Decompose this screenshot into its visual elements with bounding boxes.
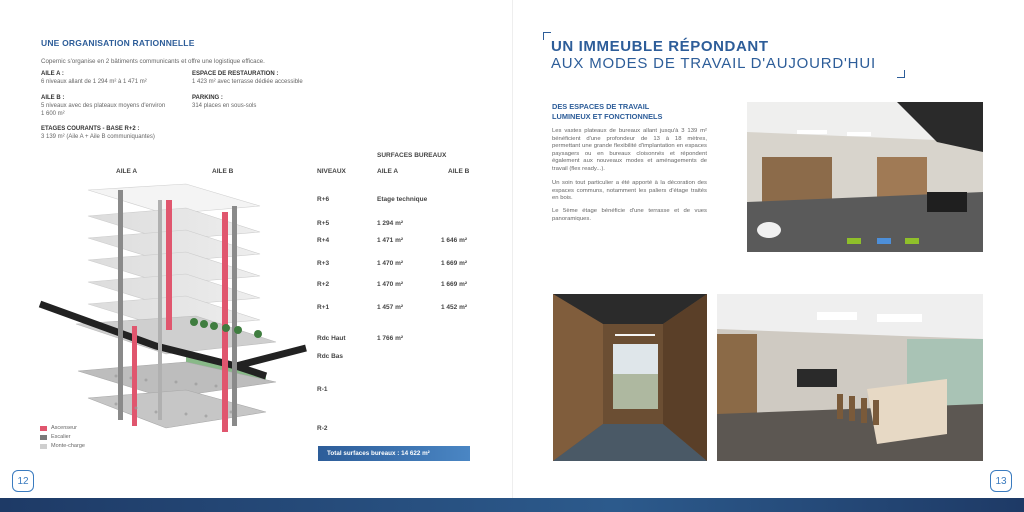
subtitle-line2: LUMINEUX ET FONCTIONNELS: [552, 112, 663, 121]
legend-label: Escalier: [51, 434, 71, 440]
row-aile-b: 1 646 m²: [441, 237, 468, 244]
row-aile-b: 1 452 m²: [441, 304, 468, 311]
row-niveau: R+3: [317, 260, 330, 267]
row-aile-a: 1 470 m²: [377, 260, 404, 267]
legend-item: [40, 434, 71, 440]
row-niveau: R-2: [317, 425, 328, 432]
restauration-info: [192, 70, 303, 86]
page-title-line2: AUX MODES DE TRAVAIL D'AUJOURD'HUI: [551, 55, 876, 72]
row-aile-b: 1 669 m²: [441, 281, 468, 288]
aile-a-label: AILE A :: [41, 71, 64, 77]
legend-item: [40, 425, 77, 431]
row-aile-a: Etage technique: [377, 196, 428, 203]
upper-floors: [76, 184, 276, 428]
elevator-core-b: [222, 212, 228, 432]
office-open-space-photo: [747, 102, 983, 252]
title-corner-bottom-right: [897, 70, 905, 78]
aile-a-info: [41, 70, 147, 86]
legend-item: [40, 443, 85, 449]
parking-text: 314 places en sous-sols: [192, 103, 257, 109]
row-aile-a: 1 294 m²: [377, 220, 404, 227]
etages-text: 3 139 m² (Aile A + Aile B communiquantes): [41, 134, 155, 140]
table-group-header: SURFACES BUREAUX: [377, 152, 447, 159]
restauration-label: ESPACE DE RESTAURATION :: [192, 71, 279, 77]
parking-info: [192, 94, 256, 110]
aile-b-text1: 5 niveaux avec des plateaux moyens d'environ: [41, 103, 166, 109]
subtitle-line1: DES ESPACES DE TRAVAIL: [552, 102, 650, 111]
intro-text: Copernic s'organise en 2 bâtiments communicants et offre une logistique efficace.: [41, 58, 265, 65]
building-axonometric-diagram: [36, 176, 316, 448]
elevator-core-a: [166, 200, 172, 330]
stair-core-a: [118, 190, 123, 420]
row-aile-b: 1 669 m²: [441, 260, 468, 267]
title-corner-top-left: [543, 32, 551, 40]
aile-b-info: [41, 94, 165, 118]
etages-info: [41, 125, 155, 141]
section-title: UNE ORGANISATION RATIONNELLE: [41, 38, 195, 48]
aile-b-text2: 1 600 m²: [41, 111, 65, 117]
row-niveau: R-1: [317, 386, 328, 393]
paragraph-flexibility: Les vastes plateaux de bureaux allant jusqu'à 3 139 m² bénéficient d'une profondeur de 13 à 18 mètres, permettant une grande flexibilité d'implantation en espaces paysagers ou en bureaux cloisonnés et répondent également aux nouveaux modes et aménagements de travail (flex ready...).: [552, 128, 707, 172]
paragraph-decoration: Un soin tout particulier a été apporté à la décoration des espaces communs, notamment les paliers d'étage traités en bois.: [552, 180, 707, 201]
paragraph-terrace: Le 5ème étage bénéficie d'une terrasse et de vues panoramiques.: [552, 208, 707, 222]
row-niveau: R+1: [317, 304, 330, 311]
aile-b-label: AILE B :: [41, 95, 65, 101]
row-niveau: R+2: [317, 281, 330, 288]
row-niveau: R+6: [317, 196, 330, 203]
col-niveaux: NIVEAUX: [317, 168, 346, 175]
total-surfaces-badge: Total surfaces bureaux : 14 622 m²: [318, 446, 470, 461]
row-aile-a: 1 471 m²: [377, 237, 404, 244]
restauration-text: 1 423 m² avec terrasse dédiée accessible: [192, 79, 303, 85]
row-niveau: Rdc Haut: [317, 335, 346, 342]
footer-bar: [0, 498, 1024, 512]
etages-label: ETAGES COURANTS - BASE R+2 :: [41, 126, 140, 132]
row-aile-a: 1 766 m²: [377, 335, 404, 342]
row-aile-a: 1 457 m²: [377, 304, 404, 311]
row-niveau: Rdc Bas: [317, 353, 344, 360]
page-number: 13: [990, 470, 1012, 492]
diagram-label-aile-a: AILE A: [116, 168, 138, 175]
elevator-swatch: [40, 426, 47, 431]
row-niveau: R+5: [317, 220, 330, 227]
lounge-photo: [717, 294, 983, 461]
legend-label: Monte-charge: [51, 443, 85, 449]
freight-lift-swatch: [40, 444, 47, 449]
col-aile-b: AILE B: [448, 168, 470, 175]
row-niveau: R+4: [317, 237, 330, 244]
col-aile-a: AILE A: [377, 168, 399, 175]
diagram-label-aile-b: AILE B: [212, 168, 234, 175]
row-aile-a: 1 470 m²: [377, 281, 404, 288]
page-title: UN IMMEUBLE RÉPONDANT: [551, 38, 769, 55]
legend-label: Ascenseur: [51, 425, 77, 431]
stair-core-b: [232, 206, 237, 426]
parking-label: PARKING :: [192, 95, 223, 101]
page-number: 12: [12, 470, 34, 492]
corridor-photo: [553, 294, 707, 461]
stair-swatch: [40, 435, 47, 440]
aile-a-text: 6 niveaux allant de 1 294 m² à 1 471 m²: [41, 79, 147, 85]
subsection-title: [552, 102, 722, 122]
